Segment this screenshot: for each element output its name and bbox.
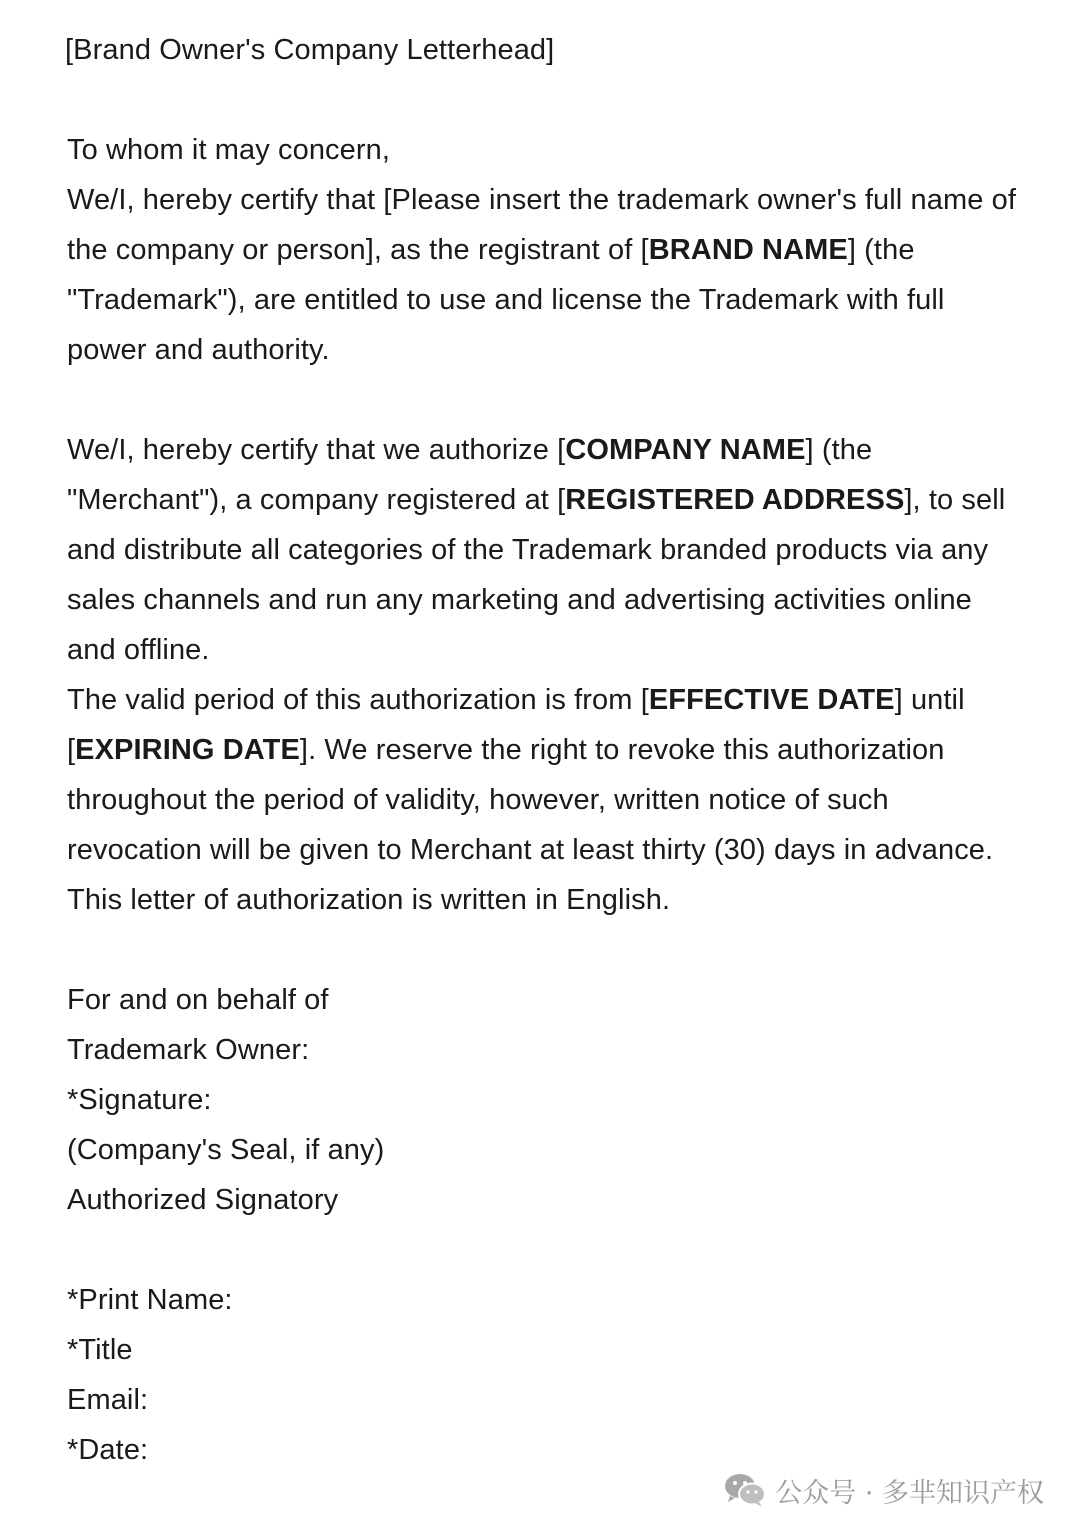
- details-block: [67, 1275, 1027, 1475]
- signature-block: [67, 975, 1027, 1225]
- blank-line: [67, 75, 1027, 125]
- paragraph-authorization: [67, 425, 1027, 675]
- paragraph-text: ]. We reserve the right to revoke this authorization throughout the period of validity, however, written notice of such revocation will be given to Merchant at least thirty (30) days in advance.: [67, 734, 994, 866]
- paragraph-text: ] (the "Merchant"), a company registered at [: [67, 434, 873, 516]
- language-statement: This letter of authorization is written in English.: [67, 884, 671, 916]
- watermark-text: 公众号 · 多芈知识产权: [775, 1477, 1044, 1509]
- blank-line: [67, 925, 1027, 975]
- letter-body: [67, 25, 1027, 1475]
- company-seal-label: (Company's Seal, if any): [67, 1134, 385, 1166]
- paragraph-text: We/I, hereby certify that we authorize [: [67, 434, 566, 466]
- watermark: [723, 1470, 1044, 1510]
- trademark-owner-label: Trademark Owner:: [67, 1034, 310, 1066]
- registered-address-placeholder: REGISTERED ADDRESS: [565, 484, 905, 516]
- title-label: *Title: [67, 1334, 133, 1366]
- paragraph-text: ] (the "Trademark"), are entitled to use and license the Trademark with full power and authority.: [67, 234, 945, 366]
- print-name-label: *Print Name:: [67, 1284, 233, 1316]
- effective-date-placeholder: EFFECTIVE DATE: [648, 684, 895, 716]
- salutation: To whom it may concern,: [67, 134, 391, 166]
- company-name-placeholder: COMPANY NAME: [565, 434, 806, 466]
- behalf-line: For and on behalf of: [67, 984, 329, 1016]
- blank-line: [67, 1225, 1027, 1275]
- paragraph-text: The valid period of this authorization is from [: [67, 684, 649, 716]
- wechat-icon: [723, 1472, 767, 1508]
- date-label: *Date:: [67, 1434, 149, 1466]
- paragraph-text: We/I, hereby certify that [Please insert the trademark owner's full name of the company or person], as the registrant of [: [67, 184, 1016, 266]
- paragraph-trademark-ownership: [67, 175, 1027, 375]
- paragraph-validity: [67, 675, 1027, 875]
- email-label: Email:: [67, 1384, 149, 1416]
- blank-line: [67, 375, 1027, 425]
- authorized-signatory-label: Authorized Signatory: [67, 1184, 339, 1216]
- signature-label: *Signature:: [67, 1084, 212, 1116]
- paragraph-text: ] until [: [67, 684, 965, 766]
- expiring-date-placeholder: EXPIRING DATE: [75, 734, 300, 766]
- paragraph-text: ], to sell and distribute all categories of the Trademark branded products via any sales channels and run any marketing and advertising activities online and offline.: [67, 484, 1006, 666]
- letterhead-placeholder: [Brand Owner's Company Letterhead]: [65, 34, 555, 66]
- brand-name-placeholder: BRAND NAME: [648, 234, 848, 266]
